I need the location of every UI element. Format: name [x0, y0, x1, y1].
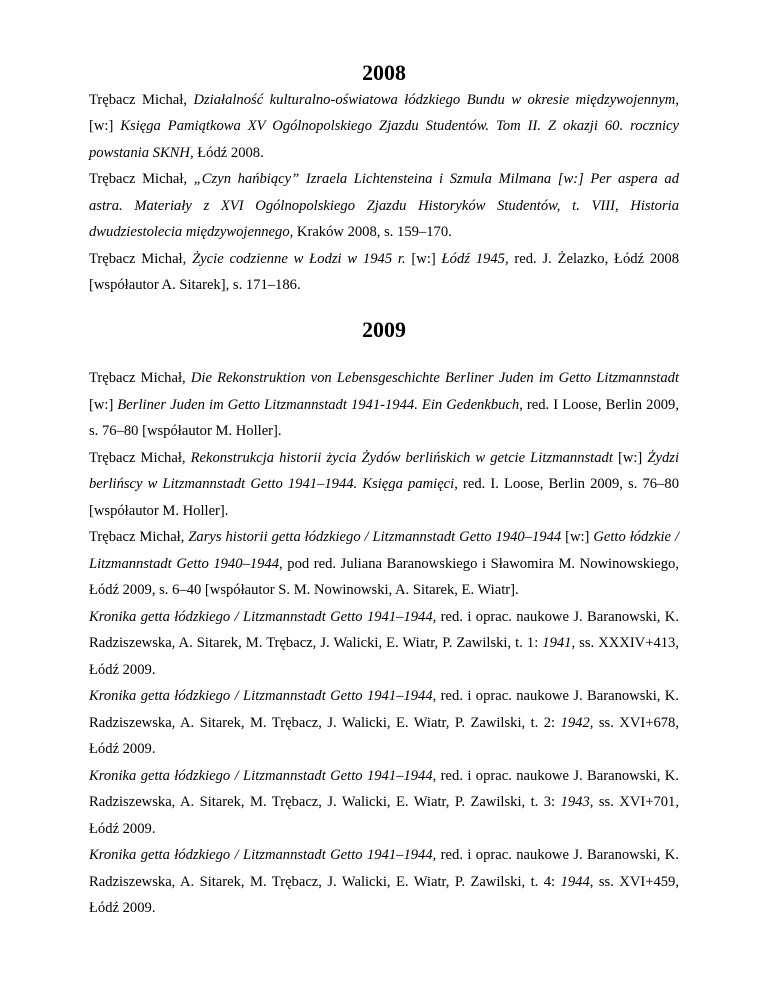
entry-text: [w:]: [405, 250, 442, 267]
entry-title: „Czyn hańbiący” Izraela Lichtensteina i Szmula Milmana [w:] Per aspera ad astra. Materiały z XVI Ogólnopolskiego Zjazdu Historyków Studentów, t. VIII, Historia dwudziestolecia międzywojennego,: [89, 171, 679, 240]
entry-title: Kronika getta łódzkiego / Litzmannstadt Getto 1941–1944: [89, 767, 433, 784]
entry-text: , red. i oprac. naukowe J. Baranowski, K. Radziszewska, A. Sitarek, M. Trębacz, J. Walicki, E. Wiatr, P. Zawilski, t. 2:: [89, 688, 679, 731]
bibliography-entry: [89, 87, 679, 167]
entry-volume-year: 1941: [542, 635, 572, 651]
entry-text: , [w:]: [89, 91, 679, 134]
entry-title: Kronika getta łódzkiego / Litzmannstadt Getto 1941–1944: [89, 688, 433, 704]
entry-publication-info: , ss. XXXIV+413, Łódź 2009.: [89, 635, 679, 678]
bibliography-entry: [89, 604, 679, 684]
entry-author: Trębacz Michał,: [89, 449, 191, 466]
entry-title: Die Rekonstruktion von Lebensgeschichte Berliner Juden im Getto Litzmannstadt: [190, 370, 679, 386]
entry-text: , red. i oprac. naukowe J. Baranowski, K. Radziszewska, A. Sitarek, M. Trębacz, J. Walicki, E. Wiatr, P. Zawilski, t. 1:: [89, 608, 679, 651]
bibliography-entry: [89, 524, 679, 604]
bibliography-entry: [89, 445, 679, 525]
entry-text: [w:]: [561, 529, 594, 545]
year-heading-2009: 2009: [362, 316, 406, 342]
bibliography-entry: [89, 763, 679, 843]
entry-text: , red. i oprac. naukowe J. Baranowski, K. Radziszewska, A. Sitarek, M. Trębacz, J. Walicki, E. Wiatr, P. Zawilski, t. 4:: [89, 847, 679, 890]
entry-volume-year: 1944: [560, 873, 590, 890]
entry-author: Trębacz Michał,: [89, 250, 193, 267]
entry-publication-info: , red. I. Loose, Berlin 2009, s. 76–80 [współautor M. Holler].: [89, 476, 679, 519]
entry-text: [w:]: [612, 449, 648, 466]
entry-title: Kronika getta łódzkiego / Litzmannstadt Getto 1941–1944: [89, 847, 433, 863]
entry-source-title: Żydzi berlińscy w Litzmannstadt Getto 1941–1944. Księga pamięci: [89, 449, 679, 492]
entry-publication-info: , red. J. Żelazko, Łódź 2008 [współautor A. Sitarek], s. 171–186.: [89, 250, 680, 293]
entry-publication-info: , ss. XVI+701, Łódź 2009.: [89, 794, 679, 837]
entry-source-title: Księga Pamiątkowa XV Ogólnopolskiego Zjazdu Studentów. Tom II. Z okazji 60. rocznicy powstania SKNH: [89, 118, 679, 161]
entry-author: Trębacz Michał,: [89, 171, 194, 187]
entry-title: Działalność kulturalno-oświatowa łódzkiego Bundu w okresie międzywojennym: [193, 91, 676, 108]
entry-title: Życie codzienne w Łodzi w 1945 r.: [192, 250, 406, 267]
entry-text: , red. i oprac. naukowe J. Baranowski, K. Radziszewska, A. Sitarek, M. Trębacz, J. Walicki, E. Wiatr, P. Zawilski, t. 3:: [89, 767, 679, 810]
entry-source-title: Łódź 1945: [441, 250, 505, 267]
bibliography-entry: [89, 246, 679, 299]
entry-publication-info: , ss. XVI+459, Łódź 2009.: [89, 873, 679, 916]
bibliography-entry: [89, 842, 679, 922]
entry-publication-info: Kraków 2008, s. 159–170.: [293, 224, 452, 240]
bibliography-entry: [89, 166, 679, 246]
year-heading-2008: 2008: [362, 60, 406, 85]
entry-text: [w:]: [89, 396, 118, 413]
entry-publication-info: , pod red. Juliana Baranowskiego i Sławomira M. Nowinowskiego, Łódź 2009, s. 6–40 [współautor S. M. Nowinowski, A. Sitarek, E. Wiatr].: [89, 555, 679, 598]
entry-title: Rekonstrukcja historii życia Żydów berlińskich w getcie Litzmannstadt: [190, 449, 613, 466]
entry-title: Kronika getta łódzkiego / Litzmannstadt Getto 1941–1944: [89, 608, 433, 625]
entry-publication-info: , red. I Loose, Berlin 2009, s. 76–80 [współautor M. Holler].: [89, 396, 679, 439]
entry-volume-year: 1943: [560, 794, 590, 810]
entry-source-title: Berliner Juden im Getto Litzmannstadt 1941-1944. Ein Gedenkbuch: [117, 396, 520, 413]
entry-title: Zarys historii getta łódzkiego / Litzmannstadt Getto 1940–1944: [188, 529, 562, 545]
bibliography-entry: [89, 365, 679, 445]
entry-publication-info: , ss. XVI+678, Łódź 2009.: [89, 714, 679, 757]
bibliography-page: [89, 60, 679, 922]
entry-source-title: Getto łódzkie / Litzmannstadt Getto 1940–1944: [89, 529, 680, 572]
bibliography-entry: [89, 683, 679, 763]
entry-publication-info: , Łódź 2008.: [189, 144, 264, 161]
entry-author: Trębacz Michał,: [89, 370, 191, 386]
entry-author: Trębacz Michał,: [89, 91, 194, 108]
entry-author: Trębacz Michał,: [89, 529, 189, 545]
entry-volume-year: 1942: [560, 714, 590, 731]
